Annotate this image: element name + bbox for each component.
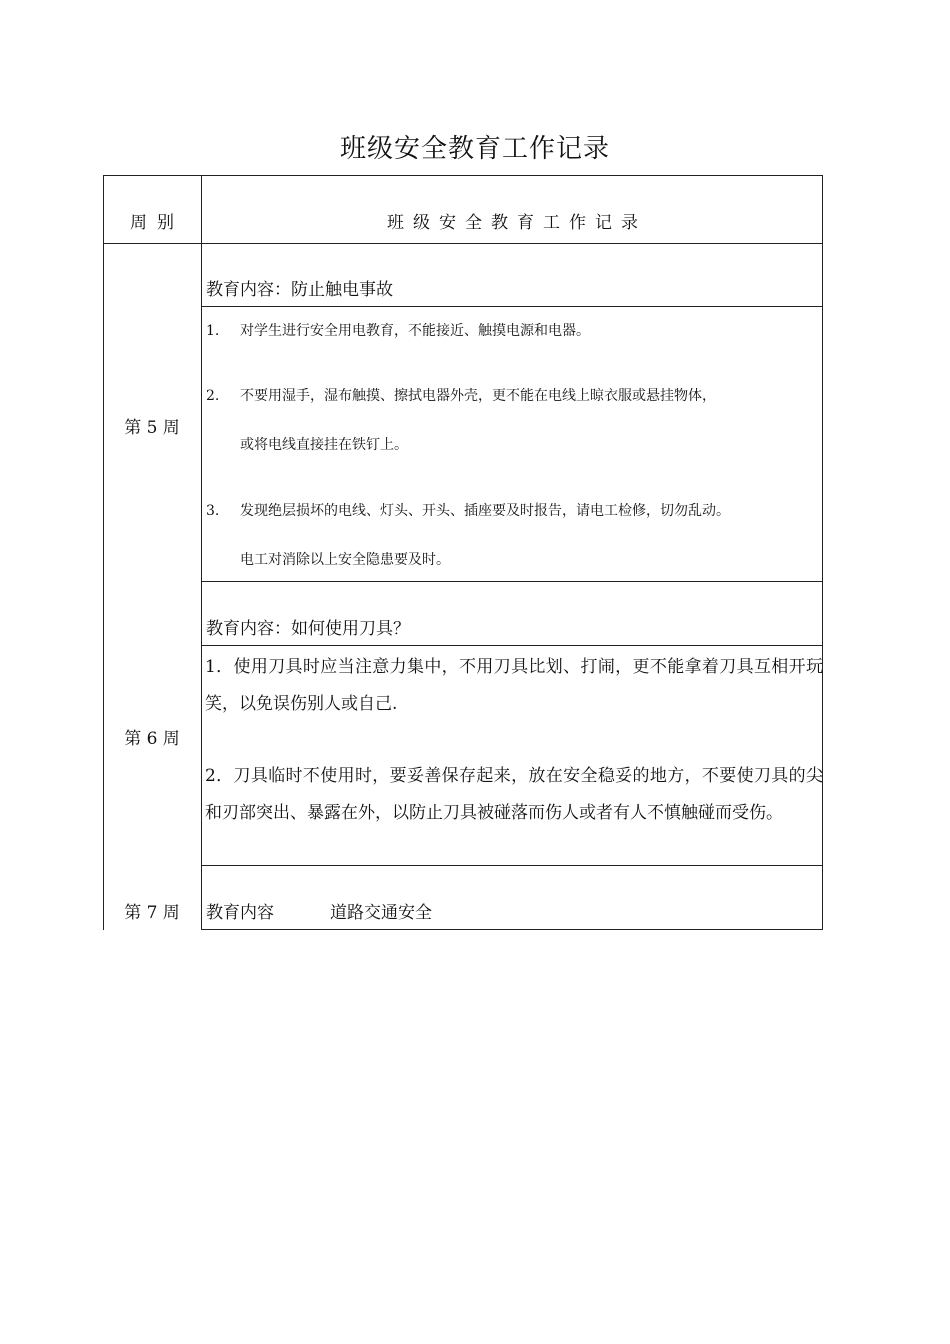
education-topic: 教育内容：防止触电事故 (206, 280, 393, 300)
item-number: 2. (206, 388, 220, 404)
column-divider (201, 175, 202, 930)
education-topic-value: 道路交通安全 (330, 903, 432, 923)
paragraph: 1．使用刀具时应当注意力集中，不用刀具比划、打闹，更不能拿着刀具互相开玩笑，以免误伤别人或自己. (205, 657, 823, 714)
week-label: 第 5 周 (124, 418, 180, 438)
week6-topic-divider (202, 645, 823, 646)
week6-bottom-border (202, 865, 823, 866)
list-item (206, 500, 730, 520)
week-label: 第 7 周 (124, 903, 180, 923)
page-title: 班级安全教育工作记录 (339, 134, 610, 164)
header-bottom-border (103, 243, 823, 244)
education-topic: 教育内容：如何使用刀具？ (206, 619, 410, 639)
week5-bottom-border (202, 581, 823, 582)
safety-education-table (103, 175, 823, 930)
table-top-border (103, 175, 823, 176)
table-bottom-border (202, 929, 823, 930)
table-left-border (103, 175, 104, 930)
week5-topic-divider (202, 306, 823, 307)
paragraph: 2．刀具临时不使用时，要妥善保存起来，放在安全稳妥的地方，不要使刀具的尖和刃部突出、暴露在外，以防止刀具被碰落而伤人或者有人不慎触碰而受伤。 (205, 766, 823, 823)
list-item (206, 320, 590, 340)
item-text-continued: 电工对消除以上安全隐患要及时。 (240, 552, 450, 568)
item-text: 发现绝层损坏的电线、灯头、开头、插座要及时报告，请电工检修，切勿乱动。 (240, 503, 730, 519)
item-text-continued: 或将电线直接挂在铁钉上。 (240, 437, 408, 453)
education-topic-label: 教育内容 (206, 903, 274, 923)
header-week-column: 周别 (130, 213, 184, 233)
header-record-column: 班级安全教育工作记录 (387, 213, 647, 233)
list-item (206, 385, 716, 405)
item-number: 3. (206, 503, 220, 519)
item-text: 不要用湿手，湿布触摸、擦拭电器外壳，更不能在电线上晾衣服或悬挂物体， (240, 388, 716, 404)
week-label: 第 6 周 (124, 729, 180, 749)
item-text: 对学生进行安全用电教育，不能接近、触摸电源和电器。 (240, 323, 590, 339)
item-number: 1. (206, 323, 220, 339)
